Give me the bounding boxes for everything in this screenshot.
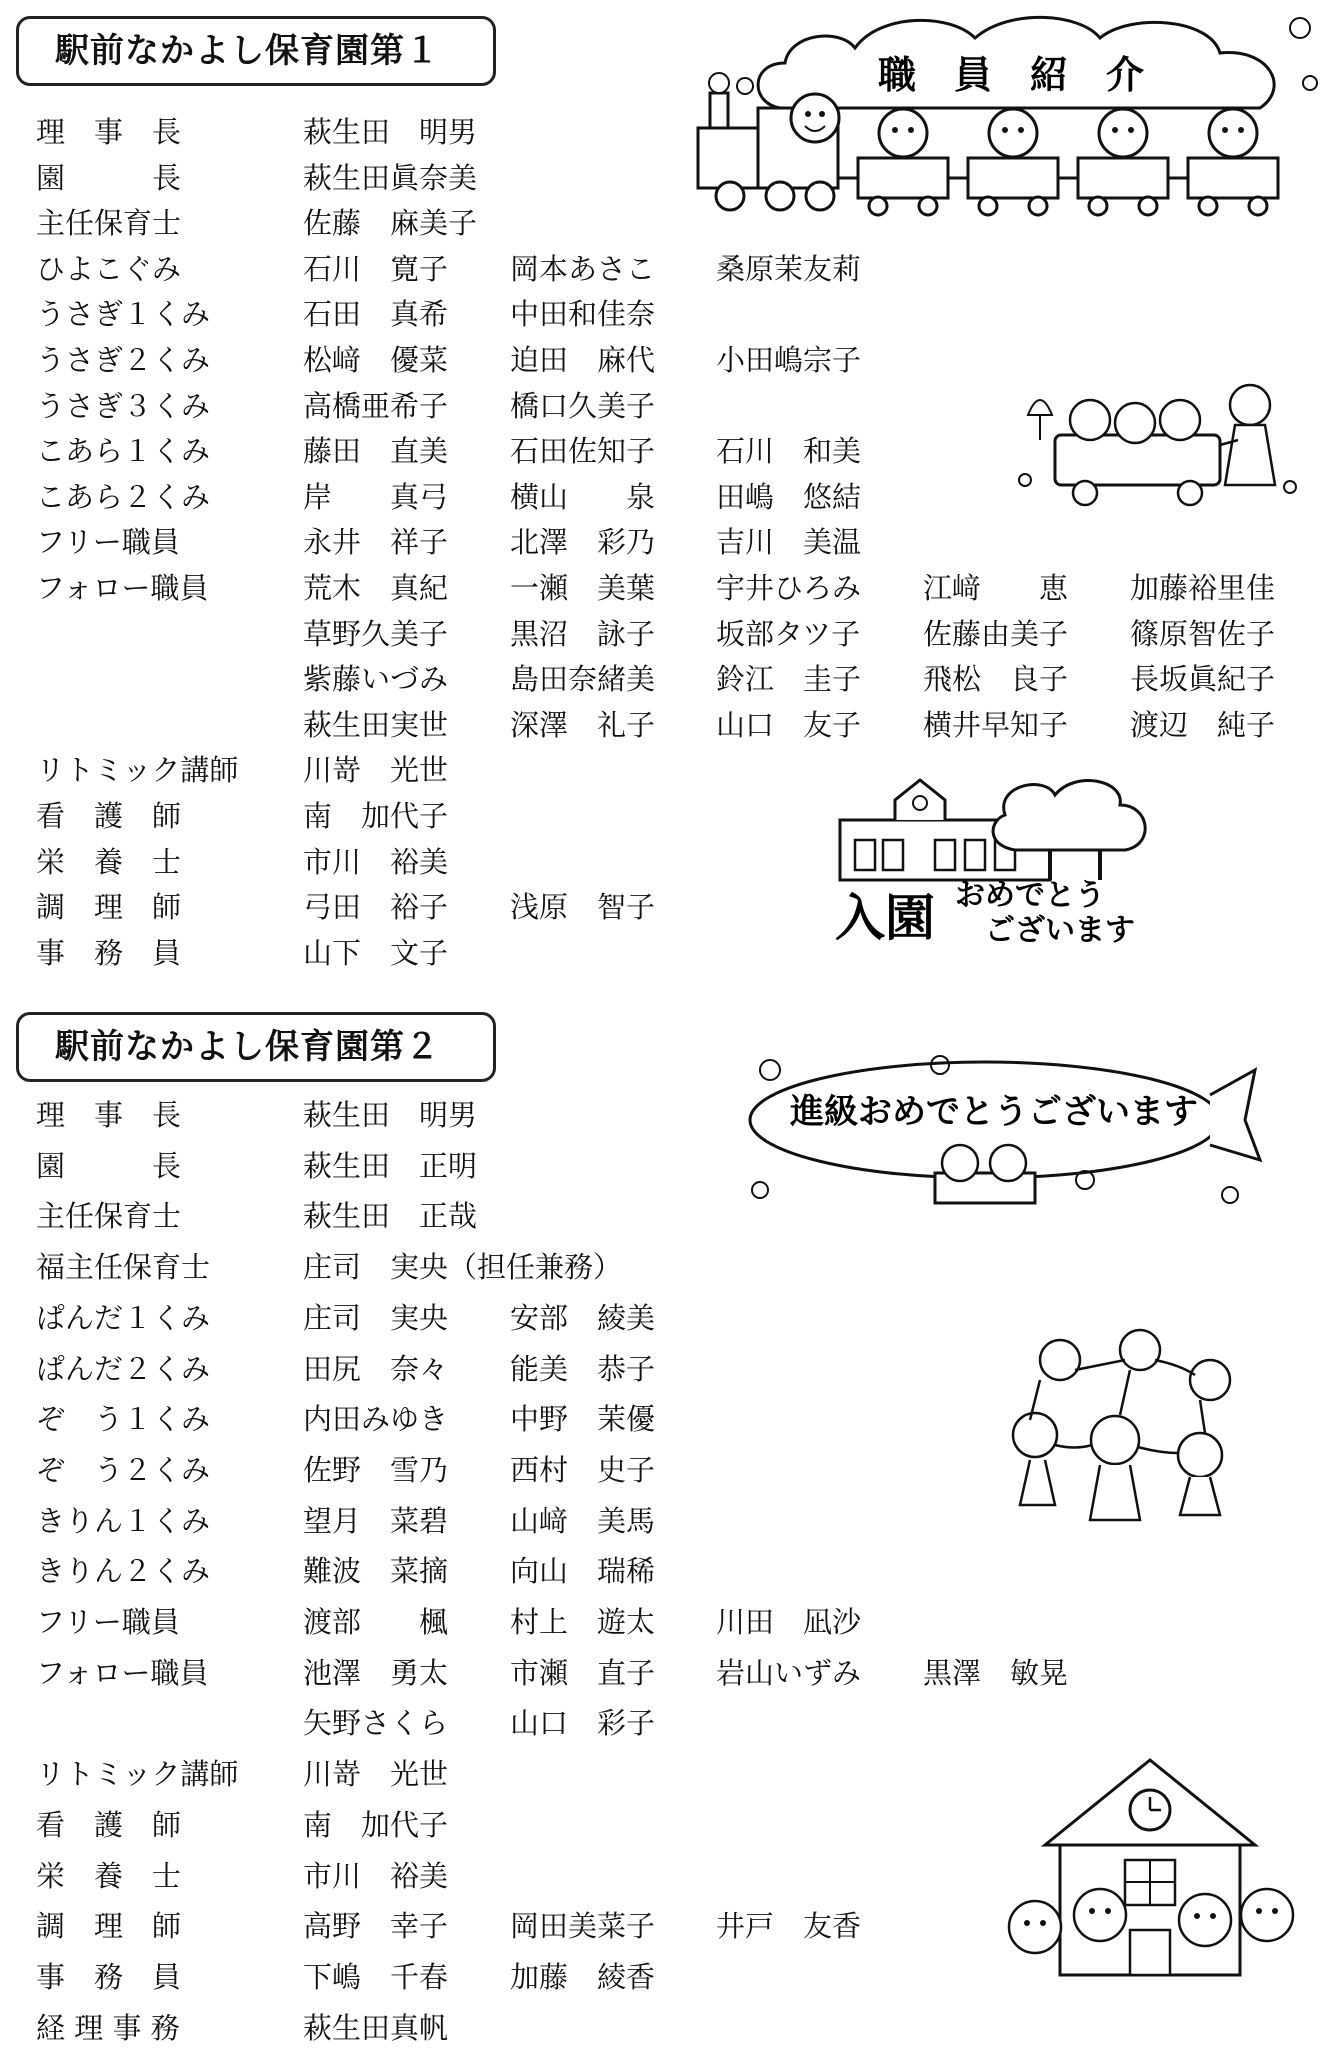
- staff-name: 高野 幸子: [303, 1909, 449, 1944]
- staff-name: 石田 真希: [303, 297, 449, 332]
- staff-name: 村上 遊太: [510, 1605, 656, 1639]
- enrollment-banner-big: 入園: [835, 889, 935, 947]
- staff-name: 石川 寛子: [303, 251, 449, 286]
- staff-name: 小田嶋宗子: [716, 343, 862, 377]
- staff-name: 藤田 直美: [303, 434, 449, 469]
- staff-row: [0, 1703, 1337, 1743]
- staff-name: 松﨑 優菜: [303, 343, 449, 377]
- staff-name: 萩生田実世: [303, 707, 449, 742]
- staff-name: 佐藤 麻美子: [303, 206, 478, 241]
- staff-name: 荒木 真紀: [303, 571, 449, 605]
- staff-name: 黒沼 詠子: [510, 616, 656, 651]
- staff-name: 一瀬 美葉: [510, 571, 656, 605]
- staff-name: 萩生田 正哉: [303, 1199, 478, 1234]
- staff-name: 岡本あさこ: [510, 251, 656, 286]
- staff-name: 川田 凪沙: [716, 1605, 862, 1639]
- staff-name: 江﨑 恵: [923, 571, 1069, 605]
- staff-name: 山下 文子: [303, 935, 449, 970]
- staff-name: 横山 泉: [510, 479, 656, 514]
- role-label: 理 事 長: [36, 1098, 182, 1132]
- promotion-blimp-illustration: [740, 1045, 1270, 1215]
- role-label: リトミック講師: [36, 1757, 239, 1792]
- staff-name: 望月 菜碧: [303, 1503, 449, 1538]
- staff-name: 能美 恭子: [510, 1351, 656, 1386]
- staff-name: 草野久美子: [303, 616, 449, 651]
- role-label: 理 事 長: [36, 115, 182, 149]
- staff-name: 市瀬 直子: [510, 1655, 656, 1690]
- staff-row: [0, 340, 1337, 380]
- staff-name: 吉川 美温: [716, 525, 862, 560]
- staff-name: 石川 和美: [716, 434, 862, 469]
- staff-name: 市川 裕美: [303, 844, 449, 879]
- role-label: 事 務 員: [36, 935, 182, 970]
- staff-intro-train-illustration: [690, 8, 1330, 218]
- staff-name: 浅原 智子: [510, 890, 656, 925]
- staff-row: [0, 659, 1337, 699]
- staff-name: 向山 瑞稀: [510, 1554, 656, 1589]
- staff-row: [0, 705, 1337, 745]
- role-label: 看 護 師: [36, 1807, 182, 1842]
- staff-name: 加藤 綾香: [510, 1959, 656, 1994]
- enrollment-school-illustration: [835, 775, 1215, 950]
- staff-name: 佐野 雪乃: [303, 1452, 449, 1487]
- role-label: リトミック講師: [36, 753, 239, 788]
- staff-name: 横井早知子: [923, 707, 1069, 742]
- staff-name: 庄司 実央（担任兼務）: [303, 1250, 623, 1285]
- staff-name: 中田和佳奈: [510, 297, 656, 332]
- staff-row: [0, 1602, 1337, 1642]
- staff-row: [0, 249, 1337, 289]
- staff-row: [0, 1247, 1337, 1287]
- section2-title: 駅前なかよし保育園第２: [16, 1012, 496, 1082]
- staff-name: 池澤 勇太: [303, 1655, 449, 1690]
- role-label: 栄 養 士: [36, 1858, 182, 1893]
- staff-row: [0, 1653, 1337, 1693]
- role-label: 看 護 師: [36, 799, 182, 833]
- role-label: フォロー職員: [36, 1655, 209, 1690]
- staff-row: [0, 522, 1337, 562]
- staff-row: [0, 294, 1337, 334]
- staff-name: 中野 茉優: [510, 1402, 656, 1437]
- role-label: フリー職員: [36, 525, 180, 560]
- role-label: 調 理 師: [36, 1909, 182, 1944]
- staff-name: 岩山いずみ: [716, 1655, 862, 1690]
- staff-name: 山口 彩子: [510, 1706, 656, 1741]
- staff-name: 矢野さくら: [303, 1706, 449, 1741]
- staff-name: 岸 真弓: [303, 479, 449, 514]
- role-label: 調 理 師: [36, 890, 182, 925]
- staff-name: 田尻 奈々: [303, 1351, 449, 1386]
- staff-name: 迫田 麻代: [510, 343, 656, 377]
- role-label: きりん２くみ: [36, 1554, 211, 1589]
- staff-name: 宇井ひろみ: [716, 571, 862, 605]
- staff-row: [0, 1551, 1337, 1591]
- role-label: こあら１くみ: [36, 434, 211, 469]
- role-label: うさぎ２くみ: [36, 343, 211, 377]
- role-label: 園 長: [36, 1148, 182, 1183]
- staff-name: 川嵜 光世: [303, 753, 449, 788]
- staff-name: 長坂眞紀子: [1130, 662, 1276, 697]
- role-label: ぱんだ１くみ: [36, 1300, 211, 1335]
- role-label: 主任保育士: [36, 206, 182, 241]
- role-label: うさぎ３くみ: [36, 388, 211, 423]
- enrollment-banner-line1: おめでとう: [955, 878, 1105, 913]
- role-label: フォロー職員: [36, 571, 209, 605]
- staff-intro-banner-text: 職 員 紹 介: [878, 53, 1145, 97]
- staff-name: 内田みゆき: [303, 1402, 449, 1437]
- role-label: 園 長: [36, 160, 182, 195]
- staff-name: 難波 菜摘: [303, 1554, 449, 1589]
- staff-name: 西村 史子: [510, 1452, 656, 1487]
- staff-name: 田嶋 悠結: [716, 479, 862, 514]
- staff-name: 渡辺 純子: [1130, 707, 1276, 742]
- staff-name: 弓田 裕子: [303, 890, 449, 925]
- staff-name: 萩生田 明男: [303, 115, 478, 149]
- role-label: ぞ う２くみ: [36, 1452, 211, 1487]
- staff-name: 島田奈緒美: [510, 662, 656, 697]
- staff-name: 井戸 友香: [716, 1909, 862, 1944]
- staff-name: 市川 裕美: [303, 1858, 449, 1893]
- section1-title: 駅前なかよし保育園第１: [16, 16, 496, 86]
- staff-name: 北澤 彩乃: [510, 525, 656, 560]
- staff-name: 深澤 礼子: [510, 707, 656, 742]
- role-label: 栄 養 士: [36, 844, 182, 879]
- staff-name: 加藤裕里佳: [1130, 571, 1276, 605]
- staff-name: 萩生田 明男: [303, 1098, 478, 1132]
- enrollment-banner-line2: ございます: [985, 913, 1135, 948]
- children-cart-illustration: [1010, 375, 1310, 510]
- staff-name: 岡田美菜子: [510, 1909, 656, 1944]
- role-label: きりん１くみ: [36, 1503, 211, 1538]
- role-label: 事 務 員: [36, 1959, 182, 1994]
- role-label: フリー職員: [36, 1605, 180, 1639]
- role-label: ぞ う１くみ: [36, 1402, 211, 1437]
- role-label: うさぎ１くみ: [36, 297, 211, 332]
- staff-name: 佐藤由美子: [923, 616, 1069, 651]
- role-label: ひよこぐみ: [36, 251, 182, 286]
- staff-name: 高橋亜希子: [303, 388, 449, 423]
- staff-name: 下嶋 千春: [303, 1959, 449, 1994]
- role-label: こあら２くみ: [36, 479, 211, 514]
- staff-name: 橋口久美子: [510, 388, 656, 423]
- children-circle-illustration: [1000, 1325, 1250, 1530]
- role-label: 主任保育士: [36, 1199, 182, 1234]
- staff-name: 鈴江 圭子: [716, 662, 862, 697]
- staff-name: 紫藤いづみ: [303, 662, 449, 697]
- staff-name: 南 加代子: [303, 799, 449, 833]
- staff-name: 山口 友子: [716, 707, 862, 742]
- staff-name: 萩生田眞奈美: [303, 160, 478, 195]
- staff-name: 桑原茉友莉: [716, 251, 862, 286]
- staff-row: [0, 568, 1337, 608]
- staff-row: [0, 614, 1337, 654]
- staff-name: 坂部タツ子: [716, 616, 861, 651]
- staff-name: 渡部 楓: [303, 1605, 449, 1639]
- staff-name: 川嵜 光世: [303, 1757, 449, 1792]
- staff-row: [0, 2008, 1337, 2048]
- staff-name: 安部 綾美: [510, 1300, 656, 1335]
- staff-name: 黒澤 敏晃: [923, 1655, 1069, 1690]
- staff-name: 石田佐知子: [510, 434, 656, 469]
- staff-name: 南 加代子: [303, 1807, 449, 1842]
- staff-name: 永井 祥子: [303, 525, 449, 560]
- staff-name: 萩生田 正明: [303, 1148, 478, 1183]
- staff-name: 萩生田真帆: [303, 2010, 449, 2045]
- role-label: 福主任保育士: [36, 1250, 211, 1285]
- promotion-banner-text: 進級おめでとうございます: [790, 1092, 1198, 1132]
- school-building-children-illustration: [1005, 1755, 1300, 1980]
- role-label: ぱんだ２くみ: [36, 1351, 211, 1386]
- staff-name: 篠原智佐子: [1130, 616, 1276, 651]
- role-label: 経 理 事 務: [36, 2010, 180, 2045]
- staff-name: 飛松 良子: [923, 662, 1069, 697]
- staff-name: 庄司 実央: [303, 1300, 449, 1335]
- staff-name: 山﨑 美馬: [510, 1503, 656, 1538]
